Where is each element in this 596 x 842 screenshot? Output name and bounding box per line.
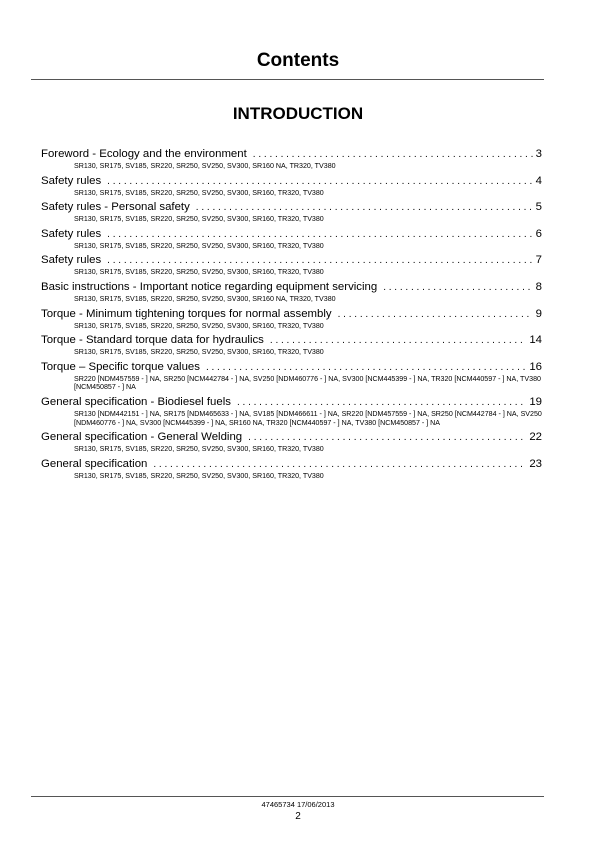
toc-page-number[interactable]: 22	[529, 431, 542, 444]
toc-entry-title[interactable]: Torque – Specific torque values	[41, 360, 200, 373]
dot-leader	[270, 334, 526, 347]
toc-entry-title[interactable]: General specification	[41, 457, 148, 470]
toc-entry[interactable]	[41, 201, 542, 224]
toc-page-number[interactable]: 14	[529, 334, 542, 347]
dot-leader	[196, 201, 533, 214]
dot-leader	[248, 431, 526, 444]
toc-entry-models: SR130, SR175, SV185, SR220, SR250, SV250, SV300, SR160, TR320, TV380	[74, 215, 324, 224]
toc-page-number[interactable]: 8	[535, 280, 542, 293]
toc-entry-title[interactable]: Safety rules	[41, 254, 102, 267]
toc-page-number[interactable]: 3	[535, 148, 542, 160]
dot-leader	[206, 361, 526, 374]
toc-entry[interactable]	[41, 148, 542, 171]
toc-page-number[interactable]: 5	[535, 201, 542, 214]
toc-entry-title[interactable]: General specification - General Welding	[41, 431, 243, 444]
toc-entry-title[interactable]: Safety rules	[41, 174, 102, 187]
toc-entry-models: SR130, SR175, SV185, SR220, SR250, SV250, SV300, SR160, TR320, TV380	[74, 348, 324, 357]
header-divider	[31, 79, 544, 80]
toc-page-number[interactable]: 4	[535, 174, 542, 187]
toc-entry-models: SR130, SR175, SV185, SR220, SR250, SV250, SV300, SR160, TR320, TV380	[74, 321, 324, 330]
toc-entry-models: SR130 [NDM442151 - ] NA, SR175 [NDM465633 - ] NA, SV185 [NDM466611 - ] NA, SR220 [NDM457559 - ] NA, SR250 [NCM442784 - ] NA, SV250 [NDM460776 - ] NA, SV300 [NCM445399 - ] NA, SR160 NA, TR320 [NCM440597 - ] NA, TV380 [NCM450857 - ] NA	[74, 409, 542, 427]
toc-entry-models: SR220 [NDM457559 - ] NA, SR250 [NCM442784 - ] NA, SV250 [NDM460776 - ] NA, SV300 [NCM445399 - ] NA, TR320 [NCM440597 - ] NA, TV380 [NCM450857 - ] NA	[74, 374, 541, 392]
toc-entry[interactable]	[41, 458, 542, 481]
toc-entry-title[interactable]: Foreword - Ecology and the environment	[41, 148, 247, 160]
toc-page-number[interactable]: 9	[535, 307, 542, 320]
toc-entry-models: SR130, SR175, SV185, SR220, SR250, SV250, SV300, SR160, TR320, TV380	[74, 241, 324, 250]
toc-page-number[interactable]: 7	[535, 254, 542, 267]
toc-entry-title[interactable]: Safety rules	[41, 227, 102, 240]
section-heading: INTRODUCTION	[232, 104, 364, 123]
dot-leader	[153, 458, 526, 471]
dot-leader	[107, 254, 533, 267]
toc-entry-models: SR130, SR175, SV185, SR220, SR250, SV250, SV300, SR160, TR320, TV380	[74, 268, 324, 277]
table-of-contents	[41, 148, 542, 484]
dot-leader	[107, 175, 533, 188]
toc-entry-title[interactable]: Basic instructions - Important notice regarding equipment servicing	[41, 280, 378, 293]
toc-entry-title[interactable]: Torque - Standard torque data for hydraulics	[41, 334, 264, 347]
toc-entry[interactable]	[41, 175, 542, 198]
page-title: Contents	[256, 50, 340, 71]
toc-entry-title[interactable]: General specification - Biodiesel fuels	[41, 395, 231, 408]
toc-entry-models: SR130, SR175, SV185, SR220, SR250, SV250, SV300, SR160 NA, TR320, TV380	[74, 162, 336, 170]
page-number: 2	[295, 811, 301, 822]
toc-entry[interactable]	[41, 361, 542, 392]
dot-leader	[338, 308, 533, 321]
toc-entry-title[interactable]: Safety rules - Personal safety	[41, 201, 190, 214]
dot-leader	[253, 148, 533, 161]
dot-leader	[383, 281, 532, 294]
toc-entry[interactable]	[41, 431, 542, 454]
toc-entry-models: SR130, SR175, SV185, SR220, SR250, SV250, SV300, SR160, TR320, TV380	[74, 471, 324, 480]
document-id: 47465734 17/06/2013	[261, 800, 335, 809]
toc-entry-title[interactable]: Torque - Minimum tightening torques for normal assembly	[41, 307, 332, 320]
toc-page-number[interactable]: 19	[529, 395, 542, 408]
toc-entry[interactable]	[41, 308, 542, 331]
toc-page-number[interactable]: 23	[529, 457, 542, 470]
toc-entry[interactable]	[41, 334, 542, 357]
toc-entry-models: SR130, SR175, SV185, SR220, SR250, SV250, SV300, SR160, TR320, TV380	[74, 445, 324, 454]
toc-entry[interactable]	[41, 281, 542, 304]
toc-entry[interactable]	[41, 228, 542, 251]
dot-leader	[107, 228, 533, 241]
toc-entry-models: SR130, SR175, SV185, SR220, SR250, SV250, SV300, SR160, TR320, TV380	[74, 188, 324, 197]
toc-page-number[interactable]: 16	[529, 360, 542, 373]
dot-leader	[237, 396, 526, 409]
footer-divider	[31, 796, 544, 797]
toc-entry-models: SR130, SR175, SV185, SR220, SR250, SV250, SV300, SR160 NA, TR320, TV380	[74, 294, 336, 303]
toc-entry[interactable]	[41, 254, 542, 277]
toc-entry[interactable]	[41, 396, 542, 427]
toc-page-number[interactable]: 6	[535, 227, 542, 240]
